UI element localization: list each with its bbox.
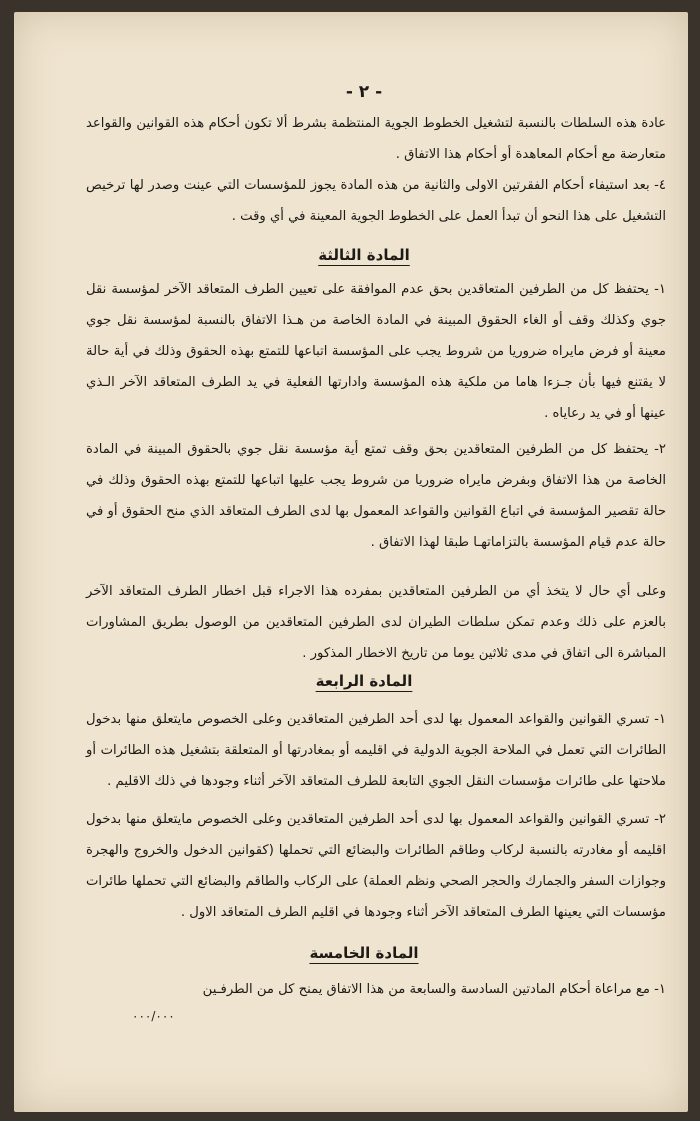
paper-page <box>14 12 688 1112</box>
heading-article-3: المادة الثالثة <box>318 246 410 264</box>
heading-article-5: المادة الخامسة <box>309 944 419 962</box>
paragraph-article-3-clause-1: ١- يحتفظ كل من الطرفين المتعاقدين بحق عدم الموافقة على تعيين الطرف المتعاقد الآخر لمؤسسة نقل جوي وكذلك وقف أو الغاء الحقوق المبينة في المادة الخاصة من هـذا الاتفاق بالنسبة لمؤسسة نقل جوي معينة أو فرض مايراه ضروريا من شروط يجب على المؤسسة اتباعها للتمتع بهذه الحقوق وذلك في أية حالة لا يقتنع فيها بأن جـزءا هاما من ملكية هذه المؤسسة وادارتها الفعلية في يد الطرف المتعاقد الآخر الـذي عينها أو في يد رعاياه . <box>86 282 666 421</box>
paragraph-clause-4: ٤- بعد استيفاء أحكام الفقرتين الاولى والثانية من هذه المادة يجوز للمؤسسات التي عينت وصدر لها ترخيص التشغيل على هذا النحو أن تبدأ العمل على الخطوط الجوية المعينة في أي وقت . <box>86 178 666 224</box>
paragraph-clause-3-end: عادة هذه السلطات بالنسبة لتشغيل الخطوط الجوية المنتظمة بشرط ألا تكون أحكام هذه القوانين والقواعد متعارضة مع أحكام المعاهدة أو أحكام هذا الاتفاق . <box>86 116 666 162</box>
page-number: - ٢ - <box>345 82 383 102</box>
paragraph-article-4-clause-2: ٢- تسري القوانين والقواعد المعمول بها لدى أحد الطرفين المتعاقدين وعلى الخصوص مايتعلق منها بدخول اقليمه أو مغادرته بالنسبة لركاب وطاقم الطائرات والبضائع التي تحملها (كقوانين الدخول والخروج والهجرة وجوازات السفر والجمارك والحجر الصحي ونظم العملة) على الركاب والطاقم والبضائع التي تحملها طائرات مؤسسات التي يعينها الطرف المتعاقد الآخر أثناء وجودها في اقليم الطرف المتعاقد الاول . <box>86 812 666 920</box>
continuation-mark: ٠٠٠/٠٠٠ <box>132 1009 175 1023</box>
paragraph-article-5-clause-1: ١- مع مراعاة أحكام المادتين السادسة والسابعة من هذا الاتفاق يمنح كل من الطرفـين <box>202 982 666 997</box>
paragraph-article-4-clause-1: ١- تسري القوانين والقواعد المعمول بها لدى أحد الطرفين المتعاقدين وعلى الخصوص مايتعلق منها بدخول الطائرات التي تعمل في الملاحة الجوية الدولية في اقليمه أو بمغادرتها أو المتعلقة بتشغيل هذه الطائرات أو ملاحتها على طائرات مؤسسات النقل الجوي التابعة للطرف المتعاقد الآخر أثناء وجودها في ذلك الاقليم . <box>86 712 666 789</box>
paragraph-article-3-notice: وعلى أي حال لا يتخذ أي من الطرفين المتعاقدين بمفرده هذا الاجراء قبل اخطار الطرف المتعاقد الآخر بالعزم على ذلك وعدم تمكن سلطات الطيران لدى الطرفين المتعاقدين من الوصول بطريق المشاورات المباشرة الى اتفاق في مدى ثلاثين يوما من تاريخ الاخطار المذكور . <box>86 584 666 661</box>
paragraph-article-3-clause-2: ٢- يحتفظ كل من الطرفين المتعاقدين بحق وقف تمتع أية مؤسسة نقل جوي بالحقوق المبينة في المادة الخاصة من هذا الاتفاق وبفرض مايراه ضروريا من شروط يجب عليها اتباعها للتمتع بهذه الحقوق وذلك في حالة تقصير المؤسسة في اتباع القوانين والقواعد المعمول بها لدى الطرف المتعاقد الذي منح الحقوق أو في حالة عدم قيام المؤسسة بالتزاماتهـا طبقا لهذا الاتفاق . <box>86 442 666 550</box>
heading-article-4: المادة الرابعة <box>315 672 413 690</box>
